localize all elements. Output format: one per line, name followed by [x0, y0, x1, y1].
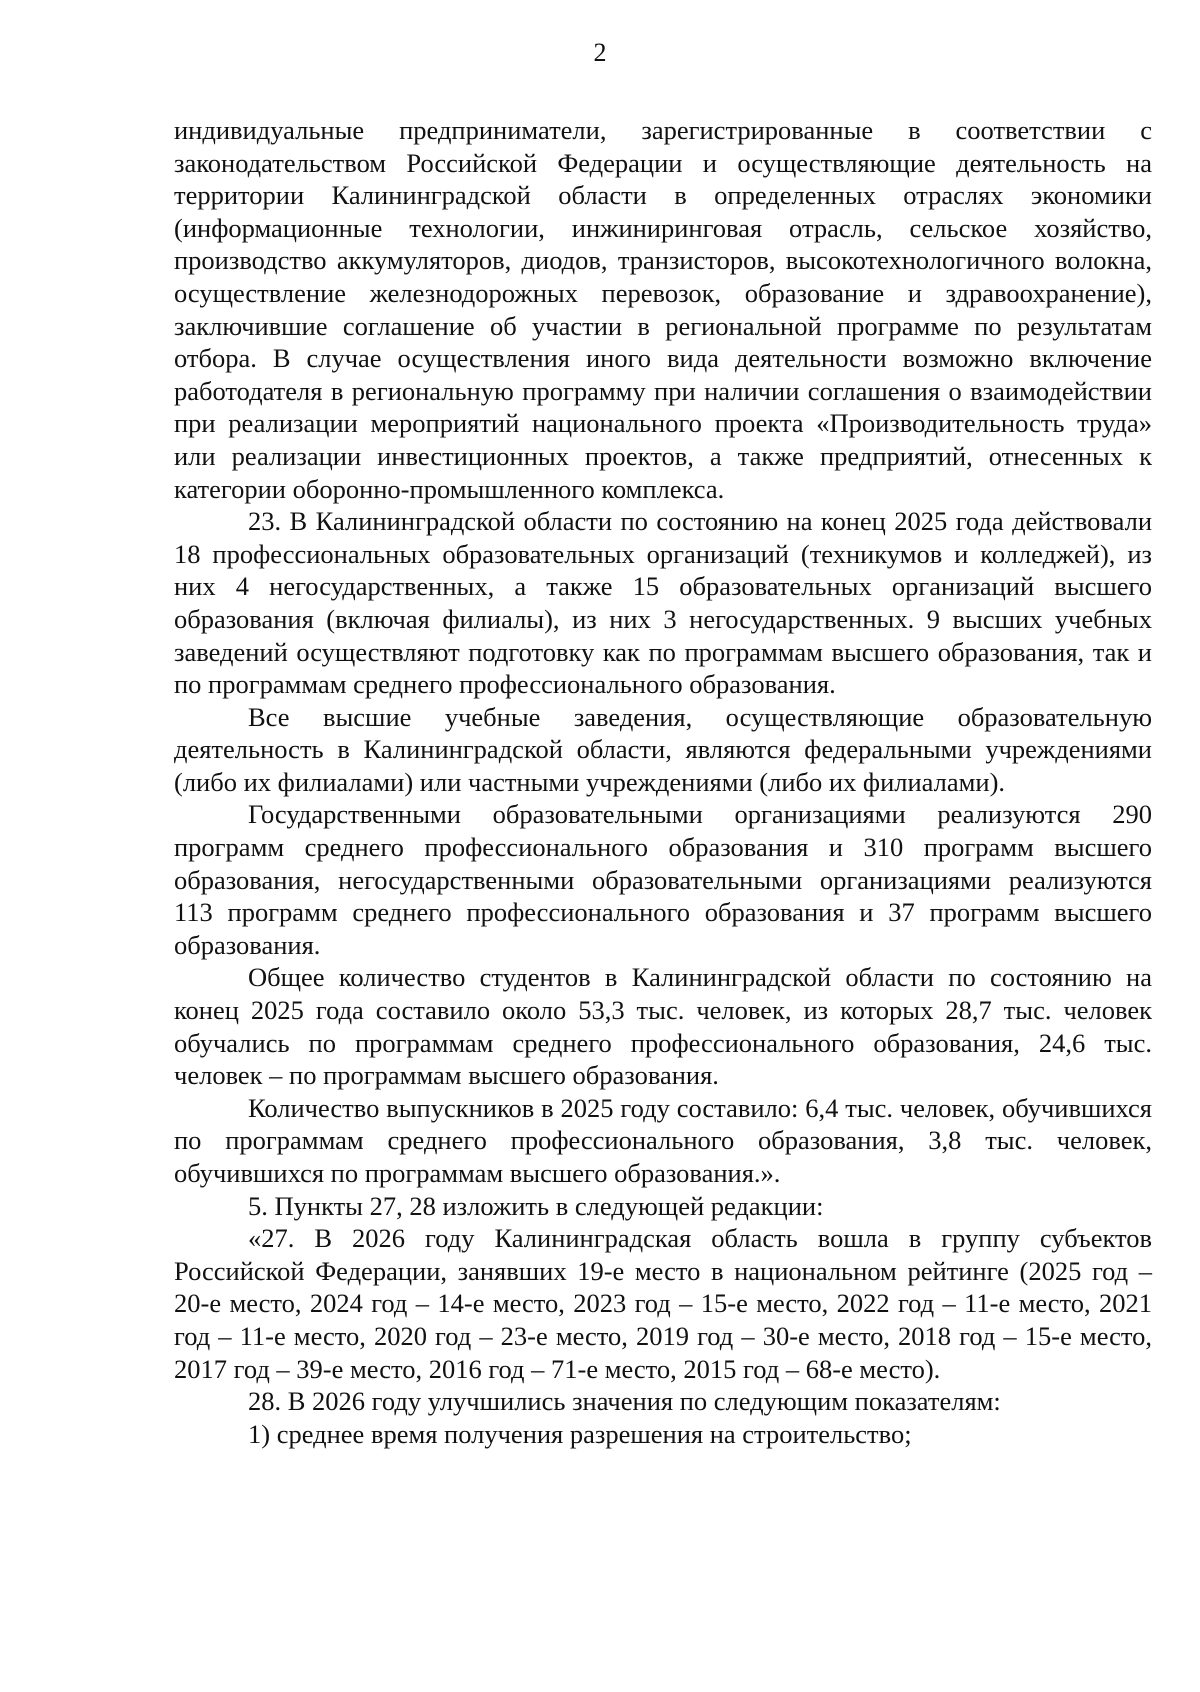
paragraph-item-28: 28. В 2026 году улучшились значения по следующим показателям:: [248, 1386, 1001, 1417]
paragraph-item-23: 23. В Калининградской области по состоянию на конец 2025 года действовали 18 профессиональных образовательных организаций (техникумов и колледжей), из них 4 негосударственных, а также 15 образовательных организаций высшего образования (включая филиалы), из них 3 негосударственных. 9 высших учебных заведений осуществляют подготовку как по программам высшего образования, так и по программам среднего профессионального образования.: [174, 506, 1152, 700]
paragraph-item-27: «27. В 2026 году Калининградская область вошла в группу субъектов Российской Федерации, занявших 19-е место в национальном рейтинге (2025 год – 20-е место, 2024 год – 14-е место, 2023 год – 15-е место, 2022 год – 11-е место, 2021 год – 11-е место, 2020 год – 23-е место, 2019 год – 30-е место, 2018 год – 15-е место, 2017 год – 39-е место, 2016 год – 71-е место, 2015 год – 68-е место).: [174, 1223, 1152, 1384]
paragraph-item-5: 5. Пункты 27, 28 изложить в следующей редакции:: [248, 1190, 824, 1221]
paragraph-students: Общее количество студентов в Калининградской области по состоянию на конец 2025 года составило около 53,3 тыс. человек, из которых 28,7 тыс. человек обучались по программам среднего профессионального образования, 24,6 тыс. человек – по программам высшего образования.: [174, 962, 1152, 1091]
paragraph-continuation: индивидуальные предприниматели, зарегистрированные в соответствии с законодательством Российской Федерации и осуществляющие деятельность на территории Калининградской области в определенных отраслях экономики (информационные технологии, инжиниринговая отрасль, сельское хозяйство, производство аккумуляторов, диодов, транзисторов, высокотехнологичного волокна, осуществление железнодорожных перевозок, образование и здравоохранение), заключившие соглашение об участии в региональной программе по результатам отбора. В случае осуществления иного вида деятельности возможно включение работодателя в региональную программу при наличии соглашения о взаимодействии при реализации мероприятий национального проекта «Производительность труда» или реализации инвестиционных проектов, а также предприятий, отнесенных к категории оборонно-промышленного комплекса.: [174, 115, 1152, 504]
page-number: 2: [593, 38, 607, 67]
paragraph-graduates: Количество выпускников в 2025 году составило: 6,4 тыс. человек, обучившихся по программам среднего профессионального образования, 3,8 тыс. человек, обучившихся по программам высшего образования.».: [174, 1092, 1152, 1188]
paragraph-subitem-1: 1) среднее время получения разрешения на строительство;: [248, 1418, 912, 1449]
document-body: [174, 114, 1152, 1450]
paragraph-programs: Государственными образовательными организациями реализуются 290 программ среднего профессионального образования и 310 программ высшего образования, негосударственными образовательными организациями реализуются 113 программ среднего профессионального образования и 37 программ высшего образования.: [174, 799, 1152, 960]
paragraph-universities: Все высшие учебные заведения, осуществляющие образовательную деятельность в Калининградской области, являются федеральными учреждениями (либо их филиалами) или частными учреждениями (либо их филиалами).: [174, 701, 1152, 797]
